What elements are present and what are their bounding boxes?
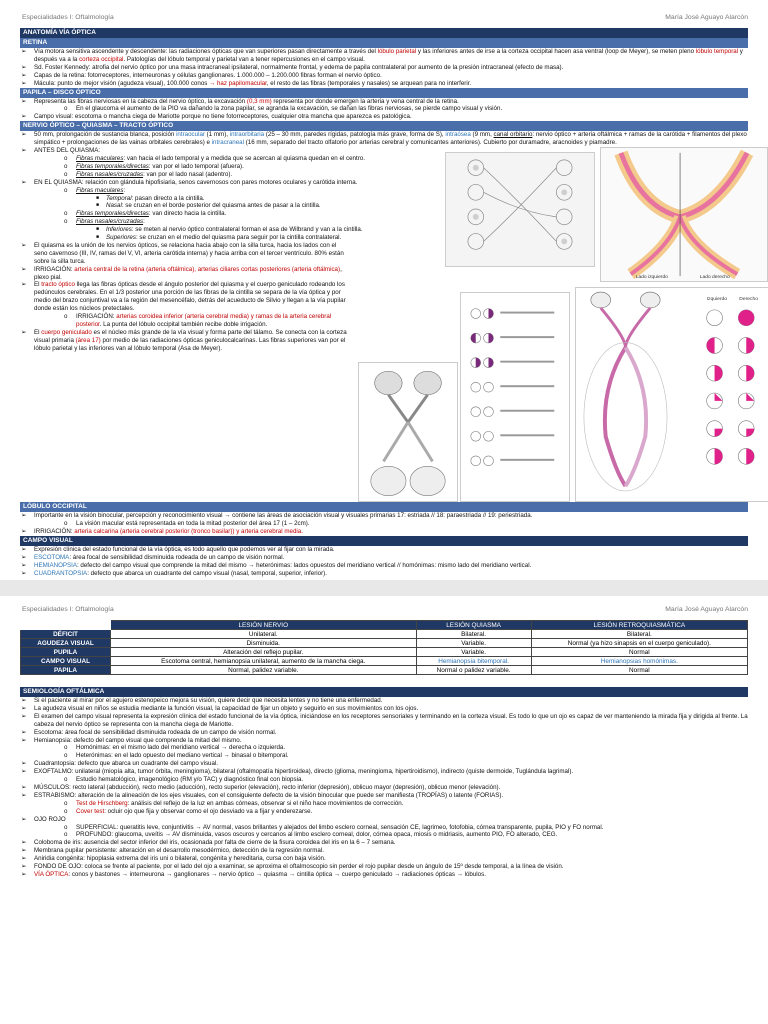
fig1-label-right: Lado derecho xyxy=(699,275,730,281)
list-item: ➢ Expresión clínica del estado funcional de la vía óptica, es todo aquello que podemos ver al fijar con la mirada. xyxy=(20,546,748,554)
nervio-list xyxy=(20,131,748,147)
eye-sections-figure xyxy=(445,152,595,267)
list-item: ➢ Capas de la retina: fotorreceptores, interneuronas y células ganglionares. 1.000.000 – 1.200.000 fibras forman el nervio óptico. xyxy=(20,72,748,80)
list-item: ➢ ESCOTOMA: área focal de sensibilidad disminuida rodeada de un campo de visión normal. xyxy=(20,554,748,562)
list-item: ➢ IRRIGACIÓN: arteria calcarina (arteria cerebral posterior (tronco basilar)) y arteria cerebral media. xyxy=(20,528,748,536)
table-header-cell: LESIÓN NERVIO xyxy=(111,621,417,630)
list-item: ➢ Si el paciente al mirar por el agujero estenopeico mejora su visión, quiere decir que necesita lentes y no tiene una enfermedad. xyxy=(20,697,748,705)
list-item: ➢ ANTES DEL QUIASMA: o Fibras maculares: van hacia el lado temporal y a medida que se acercan al quiasma quedan en el centro. o Fibras temporales/directas: van por el lado temporal (afuera). o Fibras nasales/cruzadas: van por el lado nasal (adentro). xyxy=(20,147,418,179)
visual-pathway-figure xyxy=(600,147,768,282)
list-subitem: o IRRIGACIÓN: arterias coroidea inferior (arteria cerebral media) y ramas de la arteria cerebral posterior. La punta del lóbulo occipital también recibe doble irrigación. xyxy=(64,313,350,329)
fig2-label-right: Derecho xyxy=(739,297,758,303)
table-row: PAPILA Normal, palidez variable. Normal o palidez variable. Normal xyxy=(21,666,748,675)
list-subsubitem: ■ Inferiores: se meten al nervio óptico contralateral forman el asa de Wilbrand y van a la cintilla. xyxy=(96,226,418,234)
list-subitem: o Fibras maculares: ■ Temporal: pasan directo a la cintilla. ■ Nasal: se cruzan en el borde posterior del quiasma antes de pasar a la cintilla. xyxy=(64,187,418,211)
list-subitem: o SUPERFICIAL: queratitis leve, conjuntivitis → AV normal, vasos brillantes y alejados del limbo esclero corneal, sensación CE, lagrimeo, fotofobia, córnea transparente, pupila, PIO y FO normal. xyxy=(64,824,748,832)
table-header-cell: LESIÓN QUIASMA xyxy=(416,621,531,630)
table-header-cell: LESIÓN RETROQUIASMÁTICA xyxy=(531,621,747,630)
subsection-retina: RETINA xyxy=(20,38,748,48)
list-subitem: o Estudio hematológico, imagenológico (RM y/o TAC) y diagnóstico final con biopsia. xyxy=(64,776,748,784)
list-subsubitem: ■ Superiores: se cruzan en el medio del quiasma para seguir por la cintilla contralateral. xyxy=(96,234,418,242)
list-subitem: o En el glaucoma el aumento de la PIO va dañando la zona papilar, se agranda la excavación, se dañan las fibras nerviosas, se pierde campo visual y visión. xyxy=(64,105,748,113)
list-item: ➢ IRRIGACIÓN: arteria central de la retina (arteria oftálmica), arterias ciliares cortas posteriores (arteria oftálmica), plexo pial. xyxy=(20,266,350,282)
quiasma-list xyxy=(20,147,418,242)
nervio-text-column xyxy=(20,147,418,353)
lesion-fields-figure xyxy=(460,292,570,502)
list-subitem: o Fibras maculares: van hacia el lado temporal y a medida que se acercan al quiasma quedan en el centro. xyxy=(64,155,418,163)
list-subitem: o Fibras temporales/directas: van por el lado temporal (afuera). xyxy=(64,163,418,171)
papila-list xyxy=(20,98,748,122)
retina-list xyxy=(20,48,748,88)
table-row: PUPILA Alteración del reflejo pupilar. Variable. Normal xyxy=(21,648,748,657)
list-item: ➢ La agudeza visual en niños se estudia mediante la función visual, la capacidad de fijar un objeto y seguirlo en sus movimientos con los ojos. xyxy=(20,705,748,713)
list-item: ➢ El examen del campo visual representa la expresión clínica del estado funcional de la vía óptica, iniciándose en los receptores sensoriales y terminando en la corteza visual. Es todo lo que un ojo es capaz de ver manteniendo la mirada fija y dirigida al frente. La cabeza del nervio óptico se representa con la mancha ciega de Mariotte. xyxy=(20,713,748,729)
list-subitem: o Cover test: ocluir ojo que fija y observar como el ojo desviado va a fijar y enderezarse. xyxy=(64,808,748,816)
campo-list xyxy=(20,546,748,578)
brain-pathway-figure xyxy=(575,287,768,502)
chiasm-anatomy-figure xyxy=(358,362,458,502)
list-subitem: o Fibras nasales/cruzadas: ■ Inferiores: se meten al nervio óptico contralateral forman el asa de Wilbrand y van a la cintilla. ■ Superiores: se cruzan en el medio del quiasma para seguir por la cintilla contralateral. xyxy=(64,218,418,242)
list-item: ➢ Membrana pupilar persistente: alteración en el desarrollo mesodérmico, detección de la regresión normal. xyxy=(20,847,748,855)
list-item: ➢ OJO ROJO o SUPERFICIAL: queratitis leve, conjuntivitis → AV normal, vasos brillantes y alejados del limbo esclero corneal, sensación CE, lagrimeo, fotofobia, córnea transparente, pupila, PIO y FO normal. o PROFUNDO: glaucoma, uveítis → AV disminuida, vasos oscuros y cercanos al limbo esclero corneal, dolor, córnea opaca, miosis o midriasis, aumento PIO, FO alterado, CEG. xyxy=(20,816,748,840)
subsection-papila: PAPILA – DISCO ÓPTICO xyxy=(20,88,748,98)
table-row: CAMPO VISUAL Escotoma central, hemianopsia unilateral, aumento de la mancha ciega. Hemianopsia bitemporal. Hemianopsias homónimas. xyxy=(21,657,748,666)
fig1-label-left: Lado izquierdo xyxy=(635,275,668,281)
page-1-content xyxy=(20,28,758,577)
header-right: María José Aguayo Alarcón xyxy=(665,14,748,21)
list-subitem: o La visión macular está representada en toda la mitad posterior del área 17 (1 – 2cm). xyxy=(64,520,748,528)
list-subitem: o Fibras temporales/directas: van directo hacia la cintilla. xyxy=(64,210,418,218)
list-item: ➢ EN EL QUIASMA: relación con glándula hipofisiaria, senos cavernosos con pares motores oculares y carótida interna. o Fibras maculares: ■ Temporal: pasan directo a la cintilla. ■ Nasal: se cruzan en el borde posterior del quiasma antes de pasar a la cintilla. o Fibras temporales/directas: van directo hacia la cintilla. o Fibras nasales/cruzadas: ■ Inferiores: se meten al nervio óptico contralateral forman el asa de Wilbrand y van a la cintilla. ■ Superiores: se cruzan en el medio del quiasma para seguir por la cintilla contralateral. xyxy=(20,179,418,242)
list-subsubitem: ■ Temporal: pasan directo a la cintilla. xyxy=(96,195,418,203)
subsection-lobulo: LÓBULO OCCIPITAL xyxy=(20,502,748,512)
section-semiologia: SEMIOLOGÍA OFTÁLMICA xyxy=(20,687,748,697)
list-item: ➢ 50 mm, prolongación de sustancia blanca, posición intraocular (1 mm), intraorbitaria (25 – 30 mm, paredes rígidas, patología más grave, forma de S), intraósea (9 mm, canal orbitario: nervio óptico + arteria oftálmica + ramas de la carótida + filamentos del plexo simpático + prolongaciones de las vainas orbitales cerebrales) e intracraneal (16 mm, separado del tracto olfatorio por arterias cerebral y comunicantes anteriores). Cubierto por duramadre, aracnoides y piamadre. xyxy=(20,131,748,147)
list-item: ➢ El quiasma es la unión de los nervios ópticos, se relaciona hacia abajo con la silla turca, hacia los lados con el seno cavernoso (III, IV, ramas del V, VI, arteria carótida interna) y hacia arriba con el tercer ventrículo. 80% están sobre la silla turca. xyxy=(20,242,350,266)
list-item: ➢ ESTRABISMO: alteración de la alineación de los ejes visuales, con el consiguiente defecto de la visión binocular que puede ser manifiesta (TROPÍAS) o latente (FORIAS). o Test de Hirschberg: análisis del reflejo de la luz en ambas córneas, observar si el niño hace movimientos de corrección. o Cover test: ocluir ojo que fija y observar como el ojo desviado va a fijar y enderezarse. xyxy=(20,792,748,816)
section-campo-visual: CAMPO VISUAL xyxy=(20,536,748,546)
list-item: ➢ Importante en la visión binocular, percepción y reconocimiento visual → contiene las áreas de asociación visual y visuales primarias 17: estriada // 18: paraestriada // 19: periestriada. o La visión macular está representada en toda la mitad posterior del área 17 (1 – 2cm). xyxy=(20,512,748,528)
list-subitem: o Heterónimas: en el lado opuesto del mediano vertical → binasal o bitemporal. xyxy=(64,752,748,760)
list-item: ➢ HEMIANOPSIA: defecto del campo visual que comprende la mitad del mismo → heterónimas: lados opuestos del meridiano vertical // homónimas: mismo lado del meridiano vertical. xyxy=(20,562,748,570)
header-left: Especialidades I: Oftalmología xyxy=(22,14,114,21)
section-anatomia: ANATOMÍA VÍA ÓPTICA xyxy=(20,28,748,38)
eye-sections-diagram xyxy=(446,153,594,266)
lesion-comparison-table xyxy=(20,620,748,675)
lesion-fields-diagram xyxy=(461,293,569,501)
list-item: ➢ Vía motora sensitiva ascendente y descendente: las radiaciones ópticas que van superiores pasan directamente a través del lóbulo parietal y las inferiores antes de irse a la corteza occipital hacen asa ventral (loop de Meyer), se meten pleno lóbulo temporal y después va a la corteza occipital. Patologías del lóbulo temporal y parietal van a tener repercusiones en el campo visual. xyxy=(20,48,748,64)
list-item: ➢ VÍA ÓPTICA: conos y bastones → interneurona → ganglionares → nervio óptico → quiasma → cintilla óptica → cuerpo geniculado → radiaciones ópticas → lóbulos. xyxy=(20,871,748,879)
fig2-label-left: Izquierdo xyxy=(706,297,727,303)
list-item: ➢ Cuadrantopsia: defecto que abarca un cuadrante del campo visual. xyxy=(20,760,748,768)
list-item: ➢ Mácula: punto de mejor visión (agudeza visual), 100.000 conos → haz papilomacular, el resto de las fibras (temporales y nasales) se arquean para no interferir. xyxy=(20,80,748,88)
page-2 xyxy=(0,596,768,1024)
list-subitem: o Homónimas: en el mismo lado del meridiano vertical → derecha o izquierda. xyxy=(64,744,748,752)
page-header xyxy=(0,0,768,28)
list-subitem: o PROFUNDO: glaucoma, uveítis → AV disminuida, vasos oscuros y cercanos al limbo esclero corneal, dolor, córnea opaca, miosis o midriasis, aumento PIO, FO alterado, CEG. xyxy=(64,831,748,839)
list-subitem: o Test de Hirschberg: análisis del reflejo de la luz en ambas córneas, observar si el niño hace movimientos de corrección. xyxy=(64,800,748,808)
list-item: ➢ Escotoma: área focal de sensibilidad disminuida rodeada de un campo de visión normal. xyxy=(20,729,748,737)
list-subitem: o Fibras nasales/cruzadas: van por el lado nasal (adentro). xyxy=(64,171,418,179)
visual-pathway-diagram xyxy=(601,148,767,281)
table-header-cell xyxy=(21,621,111,630)
list-item: ➢ Hemianopsia: defecto del campo visual que comprende la mitad del mismo. o Homónimas: en el mismo lado del meridiano vertical → derecha o izquierda. o Heterónimas: en el lado opuesto del mediano vertical → binasal o bitemporal. xyxy=(20,737,748,761)
table-row: AGUDEZA VISUAL Disminuida. Variable. Normal (ya hizo sinapsis en el cuerpo geniculado). xyxy=(21,639,748,648)
header-right: María José Aguayo Alarcón xyxy=(665,606,748,613)
list-item: ➢ EXOFTALMO: unilateral (miopía alta, tumor órbita, meningioma), bilateral (oftalmopatía hipertiroidea), directo (glioma, meningioma, hipertiroidismo), indirecto (quiste dermoide, Tuglándula lagrimal). o Estudio hematológico, imagenológico (RM y/o TAC) y diagnóstico final con biopsia. xyxy=(20,768,748,784)
header-left: Especialidades I: Oftalmología xyxy=(22,606,114,613)
brain-pathway-diagram xyxy=(576,288,768,501)
list-item: ➢ Coloboma de iris: ausencia del sector inferior del iris, ocasionada por falta de cierre de la fisura coroidea del iris en la 6 – 7 semana. xyxy=(20,839,748,847)
list-item: ➢ Sd. Foster Kennedy: atrofia del nervio óptico por una masa intracraneal ipsilateral, normalmente frontal, y edema de papila contralateral por aumento de la presión intracraneal (efecto de masa). xyxy=(20,64,748,72)
list-item: ➢ FONDO DE OJO: coloca se frente al paciente, por el lado del ojo a examinar, se aproxima el oftalmoscopio sin perder el rojo pupilar desde un ángulo de 15º desde temporal, a la línea de visión. xyxy=(20,863,748,871)
list-item: ➢ Aniridia congénita: hipoplasia extrema del iris uni o bilateral, congénita y hereditaria, cursa con baja visión. xyxy=(20,855,748,863)
list-item: ➢ Campo visual: escotoma o mancha ciega de Mariotte porque no tiene fotorreceptores, cualquier otra mancha que aparezca es patológica. xyxy=(20,113,748,121)
lobulo-list xyxy=(20,512,748,536)
page-2-content xyxy=(20,620,748,879)
table-row: DÉFICIT Unilateral. Bilateral. Bilateral. xyxy=(21,630,748,639)
semiologia-list xyxy=(20,697,748,879)
quiasma-list-2 xyxy=(20,242,350,353)
list-item: ➢ Representa las fibras nerviosas en la cabeza del nervio óptico, la excavación (0,3 mm) representa por donde emergen la arteria y vena central de la retina. o En el glaucoma el aumento de la PIO va dañando la zona papilar, se agranda la excavación, se dañan las fibras nerviosas, se pierde campo visual y visión. xyxy=(20,98,748,114)
list-item: ➢ MÚSCULOS: recto lateral (abducción), recto medio (aducción), recto superior (elevación), recto inferior (depresión), oblicuo mayor (depresión), oblicuo menor (elevación). xyxy=(20,784,748,792)
chiasm-anatomy-diagram xyxy=(359,363,457,501)
subsection-nervio: NERVIO ÓPTICO – QUIASMA – TRACTO ÓPTICO xyxy=(20,121,748,131)
list-item: ➢ El cuerpo geniculado es el núcleo más grande de la vía visual y forma parte del tálamo. Se conecta con la corteza visual primaria (área 17) por medio de las radiaciones ópticas geniculocalcarinas. Las fibras superiores van por el lóbulo parietal y las inferiores van al lóbulo temporal (Asa de Meyer). xyxy=(20,329,350,353)
list-item: ➢ CUADRANTOPSIA: defecto que abarca un cuadrante del campo visual (nasal, temporal, superior, inferior). xyxy=(20,570,748,578)
list-item: ➢ El tracto óptico llega las fibras ópticas desde el ángulo posterior del quiasma y el cuerpo geniculado rodeando los pedúnculos cerebrales. En el 1/3 posterior una porción de las fibras de la cintilla se separa de la vía óptica y por medio del brazo conjuntival va a la región del mesencéfalo, detrás del acueducto de Silvio y llegan a la vía pupilar donde están los núcleos pretectales. o IRRIGACIÓN: arterias coroidea inferior (arteria cerebral media) y ramas de la arteria cerebral posterior. La punta del lóbulo occipital también recibe doble irrigación. xyxy=(20,281,350,328)
nervio-columns xyxy=(20,147,758,502)
list-subsubitem: ■ Nasal: se cruzan en el borde posterior del quiasma antes de pasar a la cintilla. xyxy=(96,202,418,210)
